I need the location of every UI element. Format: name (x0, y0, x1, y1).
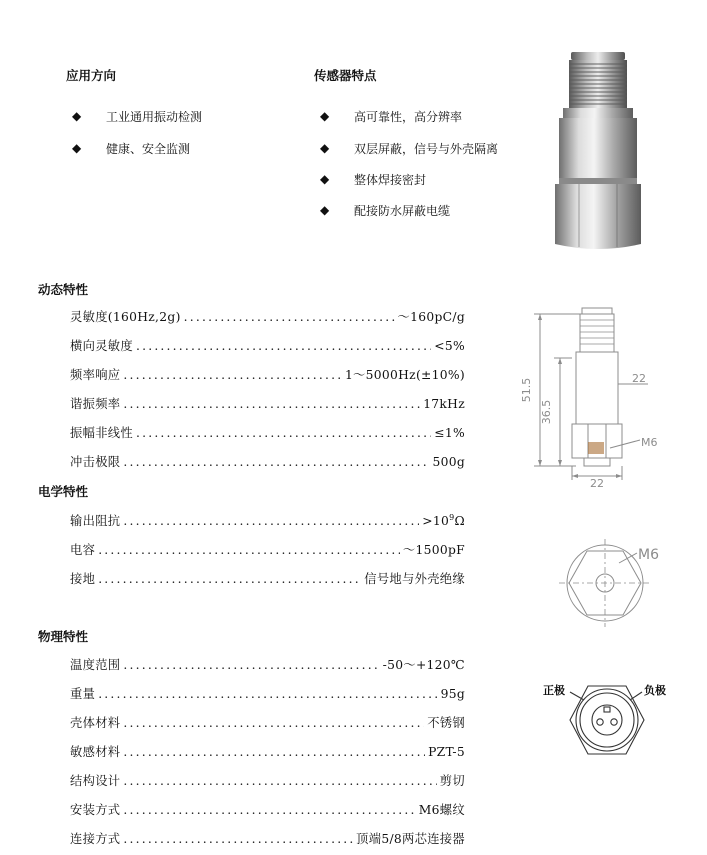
leader-dots (98, 687, 437, 701)
impedance-base: >10 (422, 514, 450, 528)
spec-row (70, 569, 465, 587)
spec-label: 电容 (70, 543, 96, 557)
dim-thread-label: M6 (641, 436, 658, 449)
spec-row (70, 540, 465, 558)
electrical-title: 电学特性 (38, 484, 89, 499)
leader-dots (184, 310, 395, 324)
leader-dots (98, 572, 361, 586)
spec-value: PZT-5 (428, 745, 465, 759)
list-item (314, 106, 498, 126)
list-item (66, 106, 202, 126)
spec-row (70, 684, 465, 702)
spec-value: ～1500pF (402, 543, 465, 557)
dim-total-height: 51.5 (520, 377, 533, 403)
leader-dots (123, 514, 419, 528)
physical-title: 物理特性 (38, 629, 89, 644)
features-list (314, 106, 498, 220)
list-item (314, 200, 498, 220)
spec-row (70, 511, 465, 529)
leader-dots (123, 745, 425, 759)
bullet-icon: ◆ (72, 109, 82, 123)
spec-value: 17kHz (423, 397, 465, 411)
dim-body-height: 36.5 (540, 399, 553, 425)
bullet-icon: ◆ (320, 109, 330, 123)
feature-item: 双层屏蔽，信号与外壳隔离 (354, 141, 499, 156)
spec-row (70, 365, 465, 383)
spec-label: 输出阻抗 (70, 514, 121, 528)
spec-label: 冲击极限 (70, 455, 121, 469)
spec-row (70, 655, 465, 673)
spec-row (70, 742, 465, 760)
spec-label: 重量 (70, 687, 96, 701)
bottom-view-drawing (555, 533, 670, 628)
bottom-thread-label: M6 (638, 547, 659, 563)
spec-value: ～160pC/g (397, 310, 465, 324)
spec-value: -50～+120℃ (382, 658, 465, 672)
dim-bottom-width: 22 (590, 477, 604, 490)
negative-pin-label: 负极 (644, 684, 666, 697)
application-title: 应用方向 (66, 68, 117, 83)
features-title: 传感器特点 (314, 68, 377, 83)
spec-row (70, 307, 465, 325)
spec-row (70, 336, 465, 354)
positive-pin-label: 正极 (543, 684, 565, 697)
spec-label: 频率响应 (70, 368, 121, 382)
sensor-photo (545, 48, 650, 258)
leader-dots (98, 543, 400, 557)
impedance-unit: Ω (454, 514, 465, 528)
leader-dots (123, 803, 415, 817)
spec-row (70, 394, 465, 412)
spec-value: ≤1% (434, 426, 465, 440)
application-item: 健康、安全监测 (106, 141, 191, 156)
leader-dots (123, 658, 379, 672)
leader-dots (123, 397, 420, 411)
dimension-drawing (520, 300, 695, 490)
dynamic-title: 动态特性 (38, 282, 89, 297)
application-item: 工业通用振动检测 (106, 109, 203, 124)
spec-label: 灵敏度(160Hz,2g) (70, 310, 181, 324)
spec-row (70, 800, 465, 818)
leader-dots (136, 339, 431, 353)
bullet-icon: ◆ (320, 172, 330, 186)
impedance-exponent: 9 (449, 512, 455, 522)
spec-value: 95g (440, 687, 465, 701)
spec-value: <5% (434, 339, 465, 353)
bullet-icon: ◆ (320, 141, 330, 155)
spec-label: 敏感材料 (70, 745, 121, 759)
spec-label: 温度范围 (70, 658, 121, 672)
spec-value: 不锈钢 (427, 716, 465, 730)
spec-label: 结构设计 (70, 774, 121, 788)
spec-value: 剪切 (439, 774, 465, 788)
dim-top-width: 22 (632, 372, 646, 385)
bullet-icon: ◆ (72, 141, 82, 155)
leader-dots (123, 368, 342, 382)
spec-value (422, 513, 465, 528)
feature-item: 高可靠性，高分辨率 (354, 109, 463, 124)
leader-dots (123, 455, 429, 469)
spec-label: 接地 (70, 572, 96, 586)
spec-row (70, 771, 465, 789)
application-list (66, 106, 202, 158)
spec-value: 1～5000Hz(±10%) (344, 368, 465, 382)
spec-value: 500g (432, 455, 465, 469)
spec-value: M6螺纹 (418, 803, 465, 817)
spec-value: 顶端5/8两芯连接器 (356, 832, 465, 846)
spec-label: 谐振频率 (70, 397, 121, 411)
leader-dots (123, 832, 353, 846)
spec-label: 壳体材料 (70, 716, 121, 730)
spec-row (70, 829, 465, 847)
spec-label: 安装方式 (70, 803, 121, 817)
leader-dots (123, 774, 436, 788)
feature-item: 整体焊接密封 (354, 172, 427, 187)
spec-row (70, 452, 465, 470)
leader-dots (123, 716, 424, 730)
bullet-icon: ◆ (320, 203, 330, 217)
spec-label: 振幅非线性 (70, 426, 133, 440)
leader-dots (136, 426, 431, 440)
list-item (314, 138, 498, 158)
spec-label: 连接方式 (70, 832, 121, 846)
feature-item: 配接防水屏蔽电缆 (354, 203, 451, 218)
spec-row (70, 423, 465, 441)
list-item (66, 138, 202, 158)
spec-row (70, 713, 465, 731)
connector-drawing (540, 680, 700, 770)
list-item (314, 169, 498, 189)
spec-label: 横向灵敏度 (70, 339, 133, 353)
spec-value: 信号地与外壳绝缘 (364, 572, 465, 586)
